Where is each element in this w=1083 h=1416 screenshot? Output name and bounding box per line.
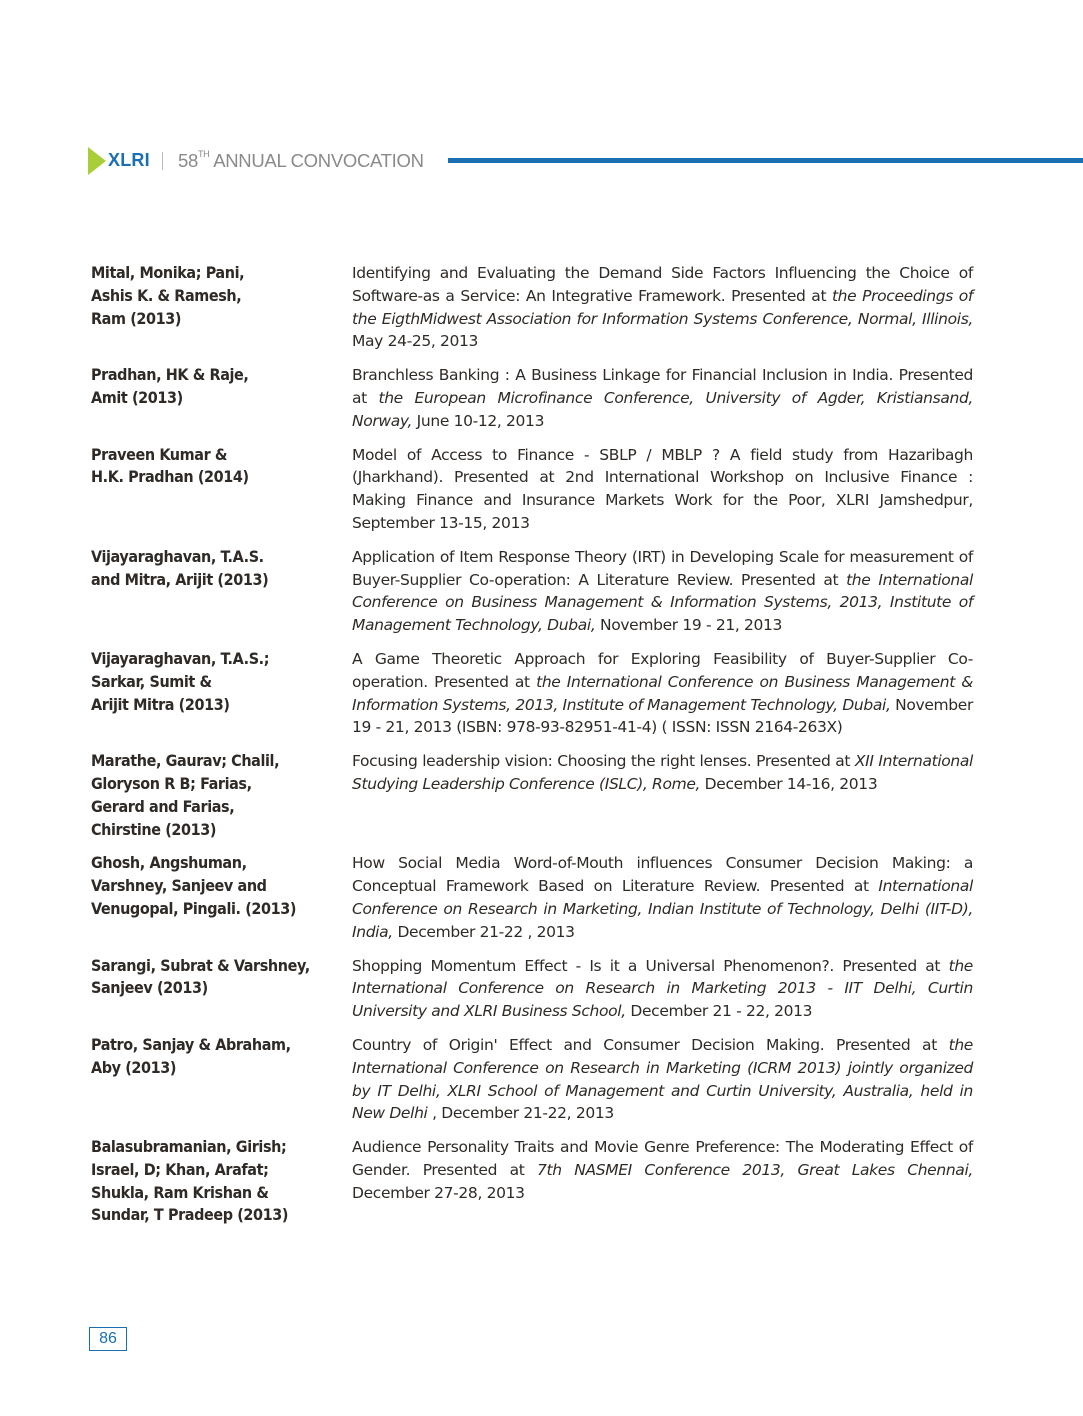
- entry-authors: [91, 444, 352, 535]
- entry-venue: the European Microfinance Conference, University of Agder, Kristiansand, Norway,: [352, 388, 974, 430]
- author-line: Ashis K. & Ramesh,: [91, 285, 242, 305]
- publication-entry: [91, 750, 973, 841]
- entry-title: Shopping Momentum Effect - Is it a Universal Phenomenon?. Presented at: [352, 956, 949, 975]
- author-line: Aby (2013): [91, 1057, 177, 1077]
- entry-authors: [91, 1034, 352, 1125]
- author-line: Sundar, T Pradeep (2013): [91, 1205, 289, 1225]
- entry-date: November 19 - 21, 2013: [595, 616, 783, 635]
- entry-description: [352, 1034, 973, 1125]
- publication-list: [91, 262, 973, 1238]
- entry-title: Audience Personality Traits and Movie Genre Preference: The Moderating Effect of Gender. Presented at: [352, 1138, 973, 1179]
- entry-date: November 19 - 21, 2013 (ISBN: 978-93-82951-41-4) ( ISSN: ISSN 2164-263X): [352, 695, 973, 737]
- entry-authors: [91, 364, 352, 432]
- convocation-title: [178, 150, 424, 172]
- entry-date: May 24-25, 2013: [352, 332, 479, 351]
- entry-venue: the International Conference on Research in Marketing (ICRM 2013) jointly organized by IT Delhi, XLRI School of Management and Curtin University, Australia, held in New Delhi: [352, 1035, 973, 1123]
- entry-description: [352, 364, 973, 432]
- publication-entry: [91, 444, 973, 535]
- author-line: Amit (2013): [91, 387, 183, 407]
- header-rule: [448, 158, 1083, 163]
- author-line: Ram (2013): [91, 308, 182, 328]
- entry-authors: [91, 262, 352, 353]
- publication-entry: [91, 364, 973, 432]
- entry-title: Model of Access to Finance - SBLP / MBLP ? A field study from Hazaribagh (Jharkhand). Presented at 2nd International Workshop on Inclusive Finance : Making Finance and Insurance Markets Work for the Poor, XLRI Jamshedpur, September 13-15, 2013: [352, 445, 973, 532]
- publication-entry: [91, 262, 973, 353]
- entry-description: [352, 1136, 973, 1227]
- publication-entry: [91, 852, 973, 943]
- author-line: and Mitra, Arijit (2013): [91, 569, 269, 589]
- author-line: Arijit Mitra (2013): [91, 694, 230, 714]
- entry-date: December 21-22 , 2013: [392, 922, 575, 941]
- entry-title: How Social Media Word-of-Mouth influences Consumer Decision Making: a Conceptual Framework Based on Literature Review. Presented at: [352, 854, 973, 896]
- author-line: Sarangi, Subrat & Varshney,: [91, 955, 310, 975]
- author-line: Marathe, Gaurav; Chalil,: [91, 751, 280, 771]
- entry-venue: the International Conference on Business Management & Information Systems, 2013, Institute of Management Technology, Dubai,: [352, 570, 973, 635]
- entry-title: A Game Theoretic Approach for Exploring Feasibility of Buyer-Supplier Co-operation. Presented at: [352, 649, 973, 691]
- entry-description: [352, 955, 973, 1023]
- author-line: Mital, Monika; Pani,: [91, 263, 245, 282]
- entry-title: Identifying and Evaluating the Demand Side Factors Influencing the Choice of Software-as a Service: An Integrative Framework. Presented at: [352, 264, 973, 305]
- entry-authors: [91, 648, 352, 739]
- entry-venue: the International Conference on Research in Marketing 2013 - IIT Delhi, Curtin University and XLRI Business School,: [352, 956, 973, 1021]
- entry-description: [352, 750, 973, 841]
- convocation-number: 58: [178, 150, 198, 171]
- entry-title: Country of Origin' Effect and Consumer Decision Making. Presented at: [352, 1035, 949, 1054]
- entry-description: [352, 648, 973, 739]
- entry-date: June 10-12, 2013: [412, 411, 545, 430]
- author-line: H.K. Pradhan (2014): [91, 467, 249, 487]
- entry-venue: the International Conference on Business Management & Information Systems, 2013, Institute of Management Technology, Dubai,: [352, 672, 973, 714]
- author-line: Shukla, Ram Krishan &: [91, 1182, 269, 1202]
- author-line: Chirstine (2013): [91, 819, 217, 839]
- entry-authors: [91, 1136, 352, 1227]
- entry-description: [352, 852, 973, 943]
- author-line: Ghosh, Angshuman,: [91, 853, 247, 873]
- publication-entry: [91, 648, 973, 739]
- author-line: Balasubramanian, Girish;: [91, 1137, 287, 1157]
- author-line: Sanjeev (2013): [91, 978, 208, 998]
- entry-date: December 27-28, 2013: [352, 1183, 525, 1202]
- entry-authors: [91, 852, 352, 943]
- entry-title: Application of Item Response Theory (IRT) in Developing Scale for measurement of Buyer-Supplier Co-operation: A Literature Review. Presented at: [352, 547, 973, 589]
- entry-venue: the Proceedings of the EigthMidwest Association for Information Systems Conference, Normal, Illinois,: [352, 286, 973, 328]
- entry-date: , December 21-22, 2013: [427, 1104, 614, 1123]
- entry-description: [352, 262, 973, 353]
- header-separator: [162, 152, 163, 170]
- entry-authors: [91, 955, 352, 1023]
- author-line: Gloryson R B; Farias,: [91, 773, 252, 793]
- arrow-logo-icon: [88, 147, 106, 175]
- author-line: Vijayaraghavan, T.A.S.: [91, 546, 264, 566]
- entry-venue: 7th NASMEI Conference 2013, Great Lakes Chennai,: [536, 1160, 973, 1179]
- author-line: Pradhan, HK & Raje,: [91, 365, 249, 385]
- entry-authors: [91, 546, 352, 637]
- convocation-label: ANNUAL CONVOCATION: [209, 150, 424, 171]
- entry-venue: International Conference on Research in Marketing, Indian Institute of Technology, Delhi (IIT-D), India,: [352, 877, 973, 941]
- author-line: Sarkar, Sumit &: [91, 671, 212, 691]
- page-header: [86, 144, 1083, 178]
- publication-entry: [91, 546, 973, 637]
- publication-entry: [91, 955, 973, 1023]
- author-line: Venugopal, Pingali. (2013): [91, 898, 297, 918]
- author-line: Praveen Kumar &: [91, 444, 228, 464]
- entry-title: Branchless Banking : A Business Linkage for Financial Inclusion in India. Presented at: [352, 366, 973, 407]
- author-line: Patro, Sanjay & Abraham,: [91, 1034, 291, 1054]
- author-line: Israel, D; Khan, Arafat;: [91, 1159, 269, 1179]
- entry-date: December 21 - 22, 2013: [625, 1002, 813, 1021]
- entry-description: [352, 444, 973, 535]
- entry-description: [352, 546, 973, 637]
- entry-venue: XII International Studying Leadership Conference (ISLC), Rome,: [352, 752, 974, 793]
- entry-title: Focusing leadership vision: Choosing the right lenses. Presented at: [352, 752, 855, 771]
- publication-entry: [91, 1034, 973, 1125]
- entry-authors: [91, 750, 352, 841]
- author-line: Vijayaraghavan, T.A.S.;: [91, 648, 270, 668]
- convocation-suffix: TH: [197, 148, 210, 159]
- author-line: Varshney, Sanjeev and: [91, 876, 267, 896]
- author-line: Gerard and Farias,: [91, 796, 235, 816]
- publication-entry: [91, 1136, 973, 1227]
- page-number: 86: [89, 1327, 127, 1351]
- entry-date: December 14-16, 2013: [700, 774, 878, 793]
- brand-name: XLRI: [108, 150, 150, 170]
